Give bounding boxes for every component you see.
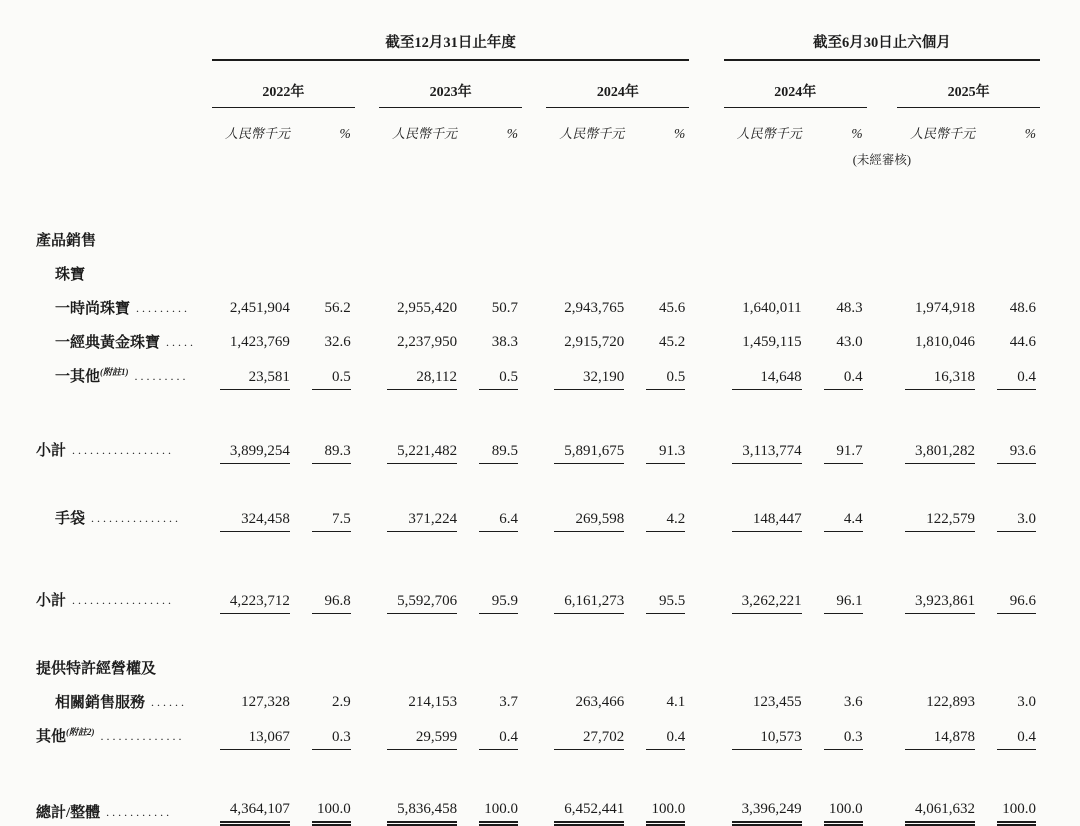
amount-cell: 3,899,254 xyxy=(212,430,306,464)
period-header-row xyxy=(0,12,1040,60)
note-row xyxy=(0,146,1040,176)
amount-cell: 6,452,441 xyxy=(546,790,640,826)
dot-leader: ........... xyxy=(100,805,173,819)
pct-cell: 0.3 xyxy=(306,716,355,750)
amount-cell: 214,153 xyxy=(408,694,458,710)
year-header-row xyxy=(0,60,1040,108)
row-label: 小計 ................. xyxy=(36,593,175,609)
row-label: 總計/整體 ........... xyxy=(36,805,173,821)
unit-header: 人民幣千元 xyxy=(909,126,975,141)
pct-cell: 0.4 xyxy=(640,716,689,750)
pct-header: % xyxy=(339,126,351,141)
pct-cell: 0.3 xyxy=(818,716,867,750)
pct-cell: 0.4 xyxy=(818,356,867,390)
year-header-2024-interim: 2024年 xyxy=(724,60,867,108)
row-label: 小計 ................. xyxy=(36,443,175,459)
amount-cell: 2,915,720 xyxy=(564,334,625,350)
amount-cell: 324,458 xyxy=(212,498,306,532)
amount-cell: 14,878 xyxy=(897,716,991,750)
amount-cell: 127,328 xyxy=(241,694,290,710)
table-row xyxy=(0,790,1040,826)
pct-cell: 0.4 xyxy=(991,716,1040,750)
pct-cell: 100.0 xyxy=(473,790,522,826)
spacer-row xyxy=(0,750,1040,790)
table-row xyxy=(0,322,1040,356)
amount-cell: 16,318 xyxy=(897,356,991,390)
pct-cell: 100.0 xyxy=(991,790,1040,826)
amount-cell: 3,923,861 xyxy=(897,580,991,614)
amount-cell: 371,224 xyxy=(379,498,473,532)
table-row xyxy=(0,580,1040,614)
pct-header: % xyxy=(673,126,686,141)
spacer-row xyxy=(0,532,1040,580)
row-label: 產品銷售 xyxy=(36,233,97,249)
year-header-2025-interim: 2025年 xyxy=(897,60,1040,108)
pct-cell: 44.6 xyxy=(1009,334,1036,350)
amount-cell: 28,112 xyxy=(379,356,473,390)
pct-cell: 45.2 xyxy=(658,334,686,350)
row-label: 一時尚珠寶 ......... xyxy=(55,301,191,317)
dot-leader: ................. xyxy=(66,593,175,607)
row-label: 相關銷售服務 ...... xyxy=(55,695,188,711)
pct-cell: 3.7 xyxy=(499,694,518,710)
amount-cell: 1,459,115 xyxy=(742,334,802,350)
table-row xyxy=(0,254,1040,288)
year-header-2024: 2024年 xyxy=(546,60,689,108)
dot-leader: ......... xyxy=(128,369,189,383)
amount-cell: 6,161,273 xyxy=(546,580,640,614)
dot-leader: ......... xyxy=(130,301,191,315)
period-header-annual: 截至12月31日止年度 xyxy=(212,12,689,60)
pct-cell: 0.5 xyxy=(640,356,689,390)
table-row xyxy=(0,430,1040,464)
pct-cell: 4.1 xyxy=(666,694,686,710)
amount-cell: 10,573 xyxy=(724,716,818,750)
amount-cell: 263,466 xyxy=(575,694,625,710)
table-row xyxy=(0,498,1040,532)
amount-cell: 123,455 xyxy=(752,694,802,710)
pct-header: % xyxy=(1024,126,1036,141)
dot-leader: ................. xyxy=(66,443,175,457)
pct-cell: 32.6 xyxy=(324,334,351,350)
amount-cell: 122,579 xyxy=(897,498,991,532)
unit-header: 人民幣千元 xyxy=(559,126,625,141)
spacer-row xyxy=(0,464,1040,498)
amount-cell: 148,447 xyxy=(724,498,818,532)
table-row xyxy=(0,682,1040,716)
pct-cell: 6.4 xyxy=(473,498,522,532)
unit-header: 人民幣千元 xyxy=(224,126,290,141)
amount-cell: 2,943,765 xyxy=(564,300,625,316)
amount-cell: 3,113,774 xyxy=(724,430,818,464)
pct-cell: 48.3 xyxy=(836,300,863,316)
spacer-row xyxy=(0,614,1040,648)
table-row xyxy=(0,716,1040,750)
row-label: 提供特許經營權及 xyxy=(36,661,157,677)
pct-cell: 4.4 xyxy=(818,498,867,532)
amount-cell: 2,451,904 xyxy=(229,300,290,316)
table-row xyxy=(0,648,1040,682)
revenue-breakdown-table xyxy=(0,12,1040,826)
table-row xyxy=(0,220,1040,254)
footnote-sup: (附註1) xyxy=(100,367,129,377)
pct-cell: 89.3 xyxy=(306,430,355,464)
dot-leader: .............. xyxy=(94,729,185,743)
amount-cell: 5,221,482 xyxy=(379,430,473,464)
table-body xyxy=(0,220,1040,826)
pct-cell: 3.0 xyxy=(991,498,1040,532)
year-header-2022: 2022年 xyxy=(212,60,355,108)
pct-cell: 91.3 xyxy=(640,430,689,464)
row-label: 其他$^{(附註2)}$ .............. xyxy=(36,727,185,745)
spacer-row xyxy=(0,390,1040,430)
pct-cell: 93.6 xyxy=(991,430,1040,464)
amount-cell: 3,801,282 xyxy=(897,430,991,464)
pct-cell: 95.9 xyxy=(473,580,522,614)
amount-cell: 4,061,632 xyxy=(897,790,991,826)
pct-cell: 96.8 xyxy=(306,580,355,614)
unit-header-row xyxy=(0,108,1040,147)
amount-cell: 4,223,712 xyxy=(212,580,306,614)
amount-cell: 122,893 xyxy=(926,694,975,710)
pct-cell: 4.2 xyxy=(640,498,689,532)
pct-cell: 95.5 xyxy=(640,580,689,614)
amount-cell: 27,702 xyxy=(546,716,640,750)
dot-leader: ...... xyxy=(145,695,188,709)
pct-cell: 0.4 xyxy=(473,716,522,750)
pct-cell: 0.4 xyxy=(991,356,1040,390)
pct-cell: 38.3 xyxy=(491,334,518,350)
row-label: 一經典黃金珠寶 ..... xyxy=(55,335,197,351)
amount-cell: 5,891,675 xyxy=(546,430,640,464)
pct-cell: 45.6 xyxy=(658,300,686,316)
amount-cell: 3,396,249 xyxy=(724,790,818,826)
amount-cell: 13,067 xyxy=(212,716,306,750)
amount-cell: 2,955,420 xyxy=(397,300,458,316)
amount-cell: 2,237,950 xyxy=(397,334,458,350)
pct-header: % xyxy=(506,126,518,141)
pct-cell: 48.6 xyxy=(1009,300,1036,316)
amount-cell: 4,364,107 xyxy=(212,790,306,826)
table-row xyxy=(0,356,1040,390)
pct-cell: 7.5 xyxy=(306,498,355,532)
amount-cell: 5,836,458 xyxy=(379,790,473,826)
pct-cell: 3.6 xyxy=(843,694,863,710)
unit-header: 人民幣千元 xyxy=(392,126,458,141)
pct-cell: 3.0 xyxy=(1017,694,1036,710)
footnote-sup: (附註2) xyxy=(66,727,95,737)
amount-cell: 1,974,918 xyxy=(914,300,975,316)
amount-cell: 32,190 xyxy=(546,356,640,390)
pct-cell: 2.9 xyxy=(332,694,351,710)
amount-cell: 1,423,769 xyxy=(229,334,290,350)
pct-cell: 50.7 xyxy=(491,300,518,316)
pct-cell: 96.6 xyxy=(991,580,1040,614)
pct-cell: 96.1 xyxy=(818,580,867,614)
amount-cell: 1,810,046 xyxy=(914,334,975,350)
pct-cell: 0.5 xyxy=(473,356,522,390)
pct-header: % xyxy=(851,126,863,141)
pct-cell: 100.0 xyxy=(818,790,867,826)
unit-header: 人民幣千元 xyxy=(736,126,802,141)
amount-cell: 269,598 xyxy=(546,498,640,532)
pct-cell: 0.5 xyxy=(306,356,355,390)
dot-leader: ............... xyxy=(85,511,182,525)
amount-cell: 23,581 xyxy=(212,356,306,390)
period-header-interim: 截至6月30日止六個月 xyxy=(724,12,1040,60)
pct-cell: 89.5 xyxy=(473,430,522,464)
pct-cell: 43.0 xyxy=(836,334,863,350)
table-row xyxy=(0,288,1040,322)
pct-cell: 100.0 xyxy=(640,790,689,826)
year-header-2023: 2023年 xyxy=(379,60,522,108)
pct-cell: 100.0 xyxy=(306,790,355,826)
amount-cell: 29,599 xyxy=(379,716,473,750)
amount-cell: 1,640,011 xyxy=(742,300,802,316)
unaudited-note: (未經審核) xyxy=(852,153,912,167)
row-label: 手袋 ............... xyxy=(55,511,182,527)
pct-cell: 91.7 xyxy=(818,430,867,464)
dot-leader: ..... xyxy=(160,335,197,349)
amount-cell: 3,262,221 xyxy=(724,580,818,614)
amount-cell: 14,648 xyxy=(724,356,818,390)
amount-cell: 5,592,706 xyxy=(379,580,473,614)
row-label: 珠寶 xyxy=(55,267,86,283)
pct-cell: 56.2 xyxy=(324,300,351,316)
row-label: 一其他$^{(附註1)}$ ......... xyxy=(55,367,189,385)
